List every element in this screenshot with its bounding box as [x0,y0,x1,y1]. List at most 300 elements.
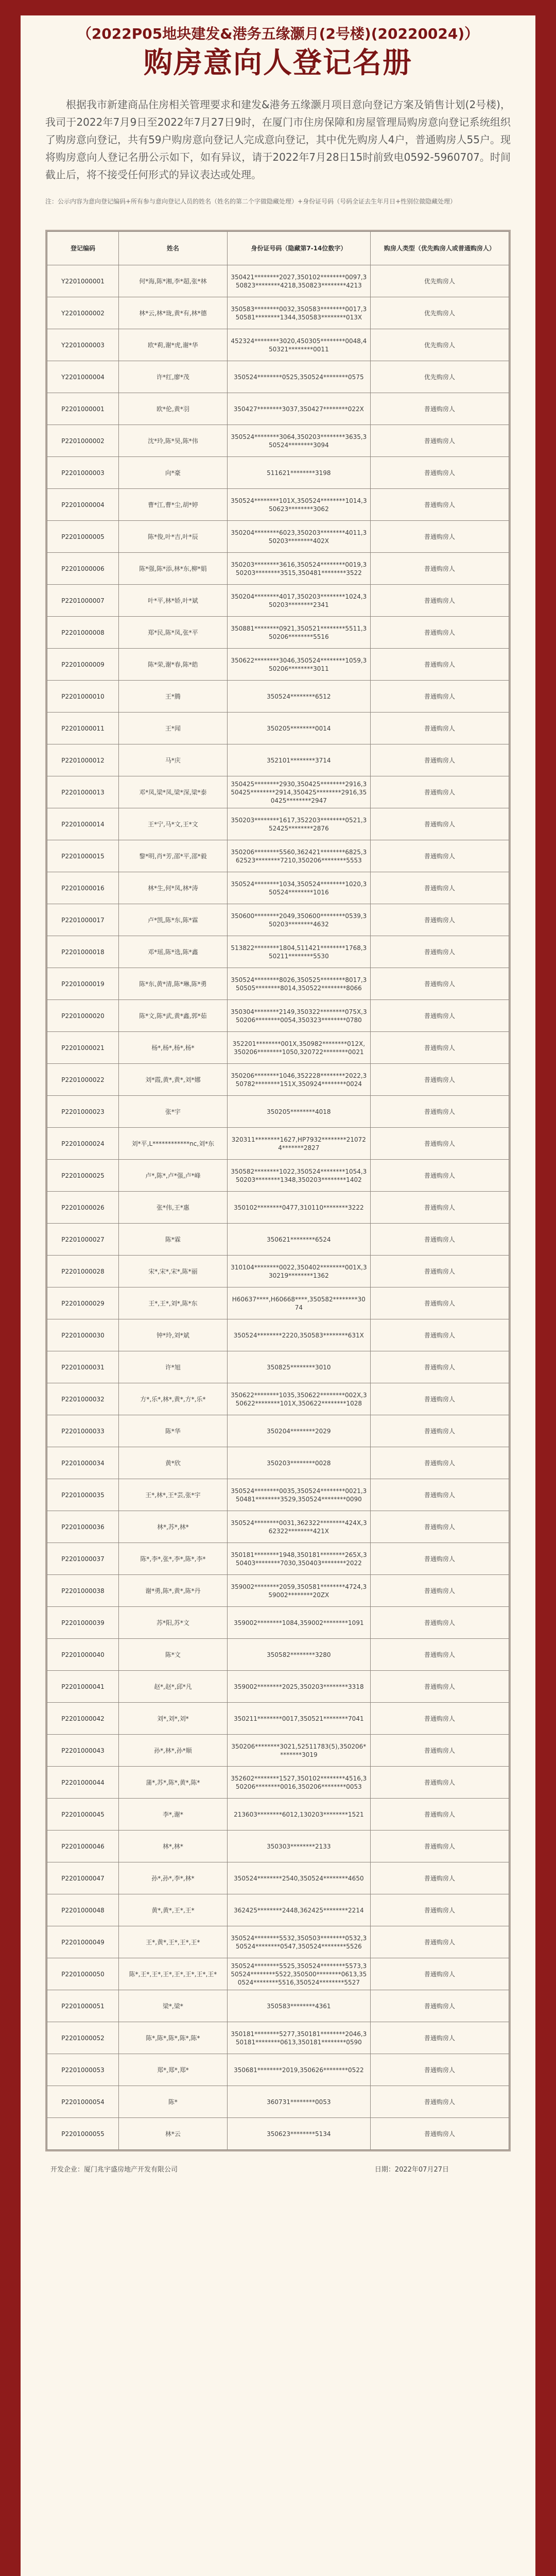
table-row [47,1224,509,1256]
cell-id: 359002********2059,350581********4724,359002********20ZX [227,1575,370,1607]
cell-id: 213603********6012,130203********1521 [227,1799,370,1831]
table-row [47,2022,509,2054]
cell-code: P2201000022 [47,1064,119,1096]
cell-name: 陈*东,黄*清,陈*琳,陈*勇 [119,968,228,1000]
cell-code: P2201000009 [47,649,119,681]
cell-name: 孙*,林*,孙*顺 [119,1735,228,1767]
cell-code: P2201000001 [47,393,119,425]
cell-type: 普通购房人 [370,1862,509,1894]
cell-id: 360731********0053 [227,2086,370,2118]
cell-name: 陈*霖 [119,1224,228,1256]
cell-id: 350303********2133 [227,1831,370,1862]
cell-code: P2201000032 [47,1383,119,1415]
cell-id: 350206********5560,362421********6825,362523********7210,350206********5553 [227,840,370,872]
cell-id: 350524********101X,350524********1014,350623********3062 [227,489,370,521]
table-row [47,1926,509,1958]
table-row [47,681,509,713]
cell-code: P2201000050 [47,1958,119,1990]
cell-name: 欧*伦,黄*羽 [119,393,228,425]
table-row [47,1192,509,1224]
cell-name: 卢*凯,陈*东,陈*霖 [119,904,228,936]
cell-id: 350524********2220,350583********631X [227,1319,370,1351]
cell-name: 张*伟,王*惠 [119,1192,228,1224]
cell-type: 普通购房人 [370,681,509,713]
cell-type: 优先购房人 [370,329,509,361]
cell-name: 黎*明,肖*芳,邵*平,邵*毅 [119,840,228,872]
cell-type: 普通购房人 [370,1511,509,1543]
cell-name: 陈*文 [119,1639,228,1671]
cell-id: 350881********0921,350521********5511,350206********5516 [227,617,370,649]
cell-id: 350524********0031,362322********424X,362322********421X [227,1511,370,1543]
cell-code: P2201000024 [47,1128,119,1160]
cell-code: P2201000054 [47,2086,119,2118]
cell-code: P2201000004 [47,489,119,521]
cell-name: 陈*荣,谢*春,陈*皓 [119,649,228,681]
cell-name: 马*庆 [119,744,228,776]
cell-code: P2201000048 [47,1894,119,1926]
cell-code: P2201000008 [47,617,119,649]
cell-id: 350524********3064,350203********3635,350524********3094 [227,425,370,457]
cell-type: 普通购房人 [370,840,509,872]
cell-code: P2201000006 [47,553,119,585]
cell-code: P2201000040 [47,1639,119,1671]
cell-name: 谢*勇,陈*,黄*,陈*丹 [119,1575,228,1607]
cell-code: P2201000014 [47,808,119,840]
cell-id: 452324********3020,450305********0048,450321********0011 [227,329,370,361]
table-row [47,425,509,457]
table-row [47,968,509,1000]
cell-code: P2201000013 [47,776,119,808]
table-row [47,1415,509,1447]
cell-code: P2201000045 [47,1799,119,1831]
cell-name: 郑*民,陈*凤,张*平 [119,617,228,649]
cell-code: P2201000003 [47,457,119,489]
table-row [47,904,509,936]
cell-code: P2201000049 [47,1926,119,1958]
cell-type: 普通购房人 [370,585,509,617]
cell-name: 郑*,郑*,郑* [119,2054,228,2086]
publish-date: 日期：2022年07月27日 [374,2165,449,2174]
cell-id: 350623********5134 [227,2118,370,2150]
table-row [47,1511,509,1543]
cell-type: 普通购房人 [370,457,509,489]
cell-name: 赵*,赵*,邱*凡 [119,1671,228,1703]
cell-name: 陈*强,陈*添,林*东,柳*娟 [119,553,228,585]
cell-name: 许*红,廖*茂 [119,361,228,393]
cell-code: P2201000039 [47,1607,119,1639]
cell-name: 王*,黄*,王*,王*,王* [119,1926,228,1958]
cell-name: 何*海,陈*湘,李*超,张*林 [119,265,228,297]
cell-id: 350524********0035,350524********0021,350481********3529,350524********0090 [227,1479,370,1511]
cell-type: 普通购房人 [370,744,509,776]
cell-type: 普通购房人 [370,1479,509,1511]
cell-name: 许*旭 [119,1351,228,1383]
table-row [47,1383,509,1415]
cell-code: P2201000007 [47,585,119,617]
cell-id: 350102********0477,310110********3222 [227,1192,370,1224]
cell-id: 350304********2149,350322********075X,350206********0054,350323********0780 [227,1000,370,1032]
cell-id: 350205********0014 [227,713,370,744]
cell-id: 359002********2025,350203********3318 [227,1671,370,1703]
cell-id: 350524********0525,350524********0575 [227,361,370,393]
cell-name: 李*,谢* [119,1799,228,1831]
cell-type: 普通购房人 [370,1831,509,1862]
note-text: 注：公示内容为意向登记编码+所有参与意向登记人员的姓名（姓名的第二个字做隐藏处理）+身份证号码（号码全证去生年月日+性别位做隐藏处理） [45,198,457,205]
cell-code: P2201000053 [47,2054,119,2086]
cell-type: 普通购房人 [370,1799,509,1831]
cell-type: 普通购房人 [370,1735,509,1767]
cell-type: 普通购房人 [370,713,509,744]
cell-id: 350211********0017,350521********7041 [227,1703,370,1735]
cell-id: 350524********5532,350503********0532,350524********0547,350524********5526 [227,1926,370,1958]
cell-type: 普通购房人 [370,617,509,649]
cell-name: 刘*霞,黄*,黄*,刘*娜 [119,1064,228,1096]
table-row [47,1735,509,1767]
table-row [47,1894,509,1926]
header-type: 购房人类型（优先购房人或普通购房人） [370,232,509,265]
cell-id: 350524********8026,350525********8017,350505********8014,350522********8066 [227,968,370,1000]
cell-type: 普通购房人 [370,1096,509,1128]
cell-type: 普通购房人 [370,1287,509,1319]
cell-type: 优先购房人 [370,265,509,297]
cell-id: 511621********3198 [227,457,370,489]
cell-id: 350425********2930,350425********2916,350425********2914,350425********2916,350425********2947 [227,776,370,808]
cell-code: Y2201000004 [47,361,119,393]
cell-id: 350621********6524 [227,1224,370,1256]
cell-id: 350583********4361 [227,1990,370,2022]
cell-id: 350622********3046,350524********1059,350206********3011 [227,649,370,681]
cell-name: 沈*玲,陈*昊,陈*伟 [119,425,228,457]
cell-id: 352201********001X,350982********012X,350206********1050,320722********0021 [227,1032,370,1064]
cell-type: 普通购房人 [370,2022,509,2054]
cell-name: 陈*,李*,张*,李*,陈*,李* [119,1543,228,1575]
table-row [47,1799,509,1831]
intro-paragraph: 根据我市新建商品住房相关管理要求和建发&港务五缘灏月项目意向登记方案及销售计划(2号楼)，我司于2022年7月9日至2022年7月27日9时，在厦门市住房保障和房屋管理局购房意向登记系统组织了购房意向登记，共有59户购房意向登记人完成意向登记，其中优先购房人4户，普通购房人55户。现将购房意向人登记名册公示如下，如有异议，请于2022年7月28日15时前致电0592-5960707。时间截止后，将不接受任何形式的异议表达或处理。 [45,98,511,181]
table-row [47,2054,509,2086]
cell-code: P2201000026 [47,1192,119,1224]
table-row [47,1575,509,1607]
cell-name: 刘*平,L************nc,刘*东 [119,1128,228,1160]
cell-type: 普通购房人 [370,1990,509,2022]
cell-code: P2201000044 [47,1767,119,1799]
cell-code: P2201000002 [47,425,119,457]
table-row [47,329,509,361]
cell-type: 普通购房人 [370,1256,509,1287]
cell-type: 普通购房人 [370,1415,509,1447]
cell-name: 陈*,王*,王*,王*,王*,王*,王*,王* [119,1958,228,1990]
cell-type: 普通购房人 [370,2054,509,2086]
cell-id: 350427********3037,350427********022X [227,393,370,425]
cell-id: 350825********3010 [227,1351,370,1383]
cell-type: 普通购房人 [370,1128,509,1160]
table-row [47,361,509,393]
cell-type: 普通购房人 [370,1319,509,1351]
table-row [47,553,509,585]
table-row [47,1128,509,1160]
cell-type: 普通购房人 [370,1224,509,1256]
table-header-row [47,232,509,265]
cell-name: 林*云 [119,2118,228,2150]
cell-type: 普通购房人 [370,393,509,425]
cell-code: P2201000038 [47,1575,119,1607]
cell-code: P2201000028 [47,1256,119,1287]
cell-id: 350421********2027,350102********0097,350823********4218,350823********4213 [227,265,370,297]
developer-name: 开发企业：厦门兆宇盛房地产开发有限公司 [50,2165,178,2174]
cell-type: 普通购房人 [370,776,509,808]
cell-name: 向*豪 [119,457,228,489]
cell-code: P2201000005 [47,521,119,553]
cell-type: 普通购房人 [370,1543,509,1575]
cell-name: 王*闻 [119,713,228,744]
cell-name: 钟*玲,刘*斌 [119,1319,228,1351]
cell-id: H60637****,H60668****,350582********3074 [227,1287,370,1319]
cell-type: 普通购房人 [370,1575,509,1607]
cell-code: P2201000052 [47,2022,119,2054]
table-row [47,1256,509,1287]
cell-name: 苏*阳,苏*文 [119,1607,228,1639]
cell-type: 普通购房人 [370,1926,509,1958]
table-row [47,1160,509,1192]
cell-type: 优先购房人 [370,361,509,393]
table-row [47,1447,509,1479]
cell-name: 林*,林* [119,1831,228,1862]
cell-id: 350181********5277,350181********2046,350181********0613,350181********0590 [227,2022,370,2054]
cell-name: 蒲*,苏*,陈*,黄*,陈* [119,1767,228,1799]
cell-type: 普通购房人 [370,1703,509,1735]
table-row [47,872,509,904]
page-title: 购房意向人登记名册 [144,46,412,80]
cell-type: 普通购房人 [370,808,509,840]
cell-name: 梁*,梁* [119,1990,228,2022]
cell-type: 普通购房人 [370,872,509,904]
cell-name: 邓*凤,梁*凤,梁*深,梁*泰 [119,776,228,808]
cell-id: 350203********0028 [227,1447,370,1479]
cell-name: 孙*,孙*,李*,林* [119,1862,228,1894]
cell-name: 方*,乐*,林*,黄*,方*,乐* [119,1383,228,1415]
cell-code: Y2201000002 [47,297,119,329]
cell-id: 350524********5525,350524********5573,350524********5522,350500********0613,350524********5516,350524********5527 [227,1958,370,1990]
cell-code: P2201000033 [47,1415,119,1447]
cell-id: 513822********1804,511421********1768,350211********5530 [227,936,370,968]
table-row [47,1703,509,1735]
cell-code: P2201000027 [47,1224,119,1256]
cell-code: P2201000042 [47,1703,119,1735]
cell-type: 普通购房人 [370,553,509,585]
registration-table-wrap [45,230,511,2151]
cell-code: P2201000017 [47,904,119,936]
cell-code: P2201000011 [47,713,119,744]
cell-id: 350622********1035,350622********002X,350622********101X,350622********1028 [227,1383,370,1415]
cell-code: P2201000031 [47,1351,119,1383]
cell-name: 张*宇 [119,1096,228,1128]
cell-type: 普通购房人 [370,1671,509,1703]
cell-type: 普通购房人 [370,2118,509,2150]
cell-name: 林*生,何*凤,林*涛 [119,872,228,904]
table-row [47,1000,509,1032]
cell-name: 黄*欣 [119,1447,228,1479]
cell-type: 普通购房人 [370,1447,509,1479]
cell-id: 352101********3714 [227,744,370,776]
cell-type: 普通购房人 [370,1160,509,1192]
cell-id: 350583********0032,350583********0017,350581********1344,350583********013X [227,297,370,329]
cell-code: P2201000029 [47,1287,119,1319]
cell-name: 王*腾 [119,681,228,713]
cell-name: 宋*,宋*,宋*,陈*丽 [119,1256,228,1287]
table-row [47,585,509,617]
table-row [47,2086,509,2118]
cell-type: 普通购房人 [370,489,509,521]
cell-id: 350181********1948,350181********265X,350403********7030,350403********2022 [227,1543,370,1575]
table-row [47,1671,509,1703]
header-name: 姓名 [119,232,228,265]
table-row [47,617,509,649]
cell-name: 陈* [119,2086,228,2118]
cell-code: P2201000023 [47,1096,119,1128]
cell-code: Y2201000003 [47,329,119,361]
cell-code: P2201000018 [47,936,119,968]
cell-type: 普通购房人 [370,425,509,457]
cell-id: 352602********1527,350102********4516,350206********0016,350206********0053 [227,1767,370,1799]
cell-name: 林*,苏*,林* [119,1511,228,1543]
cell-code: P2201000034 [47,1447,119,1479]
cell-code: P2201000012 [47,744,119,776]
cell-name: 陈*,陈*,陈*,陈*,陈* [119,2022,228,2054]
cell-id: 350524********2540,350524********4650 [227,1862,370,1894]
table-row [47,489,509,521]
cell-id: 350203********1617,352203********0521,352425********2876 [227,808,370,840]
cell-code: P2201000019 [47,968,119,1000]
cell-code: P2201000047 [47,1862,119,1894]
cell-name: 刘*,刘*,刘* [119,1703,228,1735]
table-row [47,1032,509,1064]
table-row [47,776,509,808]
cell-type: 普通购房人 [370,1607,509,1639]
cell-code: P2201000015 [47,840,119,872]
cell-type: 普通购房人 [370,936,509,968]
cell-type: 普通购房人 [370,1064,509,1096]
cell-name: 陈*华 [119,1415,228,1447]
cell-name: 陈*文,陈*武,黄*鑫,郭*茹 [119,1000,228,1032]
cell-name: 林*云,林*珑,黄*有,林*德 [119,297,228,329]
table-row [47,1831,509,1862]
cell-type: 普通购房人 [370,1383,509,1415]
table-row [47,2118,509,2150]
cell-name: 曹*江,曹*尘,胡*婷 [119,489,228,521]
cell-name: 王*宁,马*文,王*文 [119,808,228,840]
cell-name: 叶*平,林*娇,叶*斌 [119,585,228,617]
table-body [47,265,509,2150]
cell-type: 普通购房人 [370,968,509,1000]
cell-id: 350582********3280 [227,1639,370,1671]
cell-id: 350205********4018 [227,1096,370,1128]
table-row [47,1287,509,1319]
table-row [47,744,509,776]
cell-name: 王*,王*,刘*,陈*东 [119,1287,228,1319]
cell-name: 王*,林*,王*芸,张*宇 [119,1479,228,1511]
table-row [47,1479,509,1511]
cell-code: P2201000051 [47,1990,119,2022]
cell-code: P2201000046 [47,1831,119,1862]
cell-name: 黄*,黄*,王*,王* [119,1894,228,1926]
cell-type: 普通购房人 [370,1000,509,1032]
cell-id: 320311********1627,HP7932********210724*******2827 [227,1128,370,1160]
cell-type: 普通购房人 [370,1894,509,1926]
table-row [47,393,509,425]
cell-type: 普通购房人 [370,1032,509,1064]
footer [45,2157,511,2180]
table-row [47,649,509,681]
header-code: 登记编码 [47,232,119,265]
document-content [45,15,511,2180]
table-row [47,1319,509,1351]
cell-id: 350206********3021,52511783(5),350206********3019 [227,1735,370,1767]
cell-type: 普通购房人 [370,1639,509,1671]
cell-id: 362425********2448,362425********2214 [227,1894,370,1926]
cell-code: P2201000041 [47,1671,119,1703]
cell-id: 350600********2049,350600********0539,350203********4632 [227,904,370,936]
cell-name: 陈*俊,叶*吉,叶*辰 [119,521,228,553]
table-row [47,1862,509,1894]
table-row [47,1351,509,1383]
project-name: （2022P05地块建发&港务五缘灏月(2号楼)(20220024)） [77,25,479,42]
table-row [47,713,509,744]
cell-type: 普通购房人 [370,2086,509,2118]
cell-type: 普通购房人 [370,1767,509,1799]
table-row [47,521,509,553]
table-row [47,840,509,872]
table-row [47,1543,509,1575]
table-row [47,1958,509,1990]
cell-code: P2201000025 [47,1160,119,1192]
table-row [47,936,509,968]
table-row [47,1064,509,1096]
registration-table [47,231,509,2150]
cell-type: 优先购房人 [370,297,509,329]
cell-id: 350204********2029 [227,1415,370,1447]
cell-id: 359002********1084,359002********1091 [227,1607,370,1639]
cell-id: 310104********0022,350402********001X,330219********1362 [227,1256,370,1287]
cell-type: 普通购房人 [370,649,509,681]
cell-id: 350524********1034,350524********1020,350524********1016 [227,872,370,904]
cell-code: P2201000030 [47,1319,119,1351]
table-row [47,265,509,297]
cell-id: 350206********1046,352228********2022,350782********151X,350924********0024 [227,1064,370,1096]
cell-type: 普通购房人 [370,1192,509,1224]
cell-type: 普通购房人 [370,1958,509,1990]
cell-code: P2201000010 [47,681,119,713]
cell-type: 普通购房人 [370,521,509,553]
cell-id: 350681********2019,350626********0522 [227,2054,370,2086]
table-row [47,1607,509,1639]
cell-name: 欧*莉,谢*虎,谢*华 [119,329,228,361]
cell-code: P2201000016 [47,872,119,904]
cell-code: P2201000055 [47,2118,119,2150]
cell-code: P2201000037 [47,1543,119,1575]
cell-code: P2201000036 [47,1511,119,1543]
document-paper [21,15,535,2576]
cell-type: 普通购房人 [370,1351,509,1383]
cell-code: P2201000021 [47,1032,119,1064]
table-row [47,297,509,329]
table-row [47,1096,509,1128]
cell-code: P2201000043 [47,1735,119,1767]
header-id: 身份证号码（隐藏第7-14位数字） [227,232,370,265]
cell-code: P2201000035 [47,1479,119,1511]
table-row [47,1639,509,1671]
table-row [47,1990,509,2022]
cell-id: 350524********6512 [227,681,370,713]
table-row [47,457,509,489]
